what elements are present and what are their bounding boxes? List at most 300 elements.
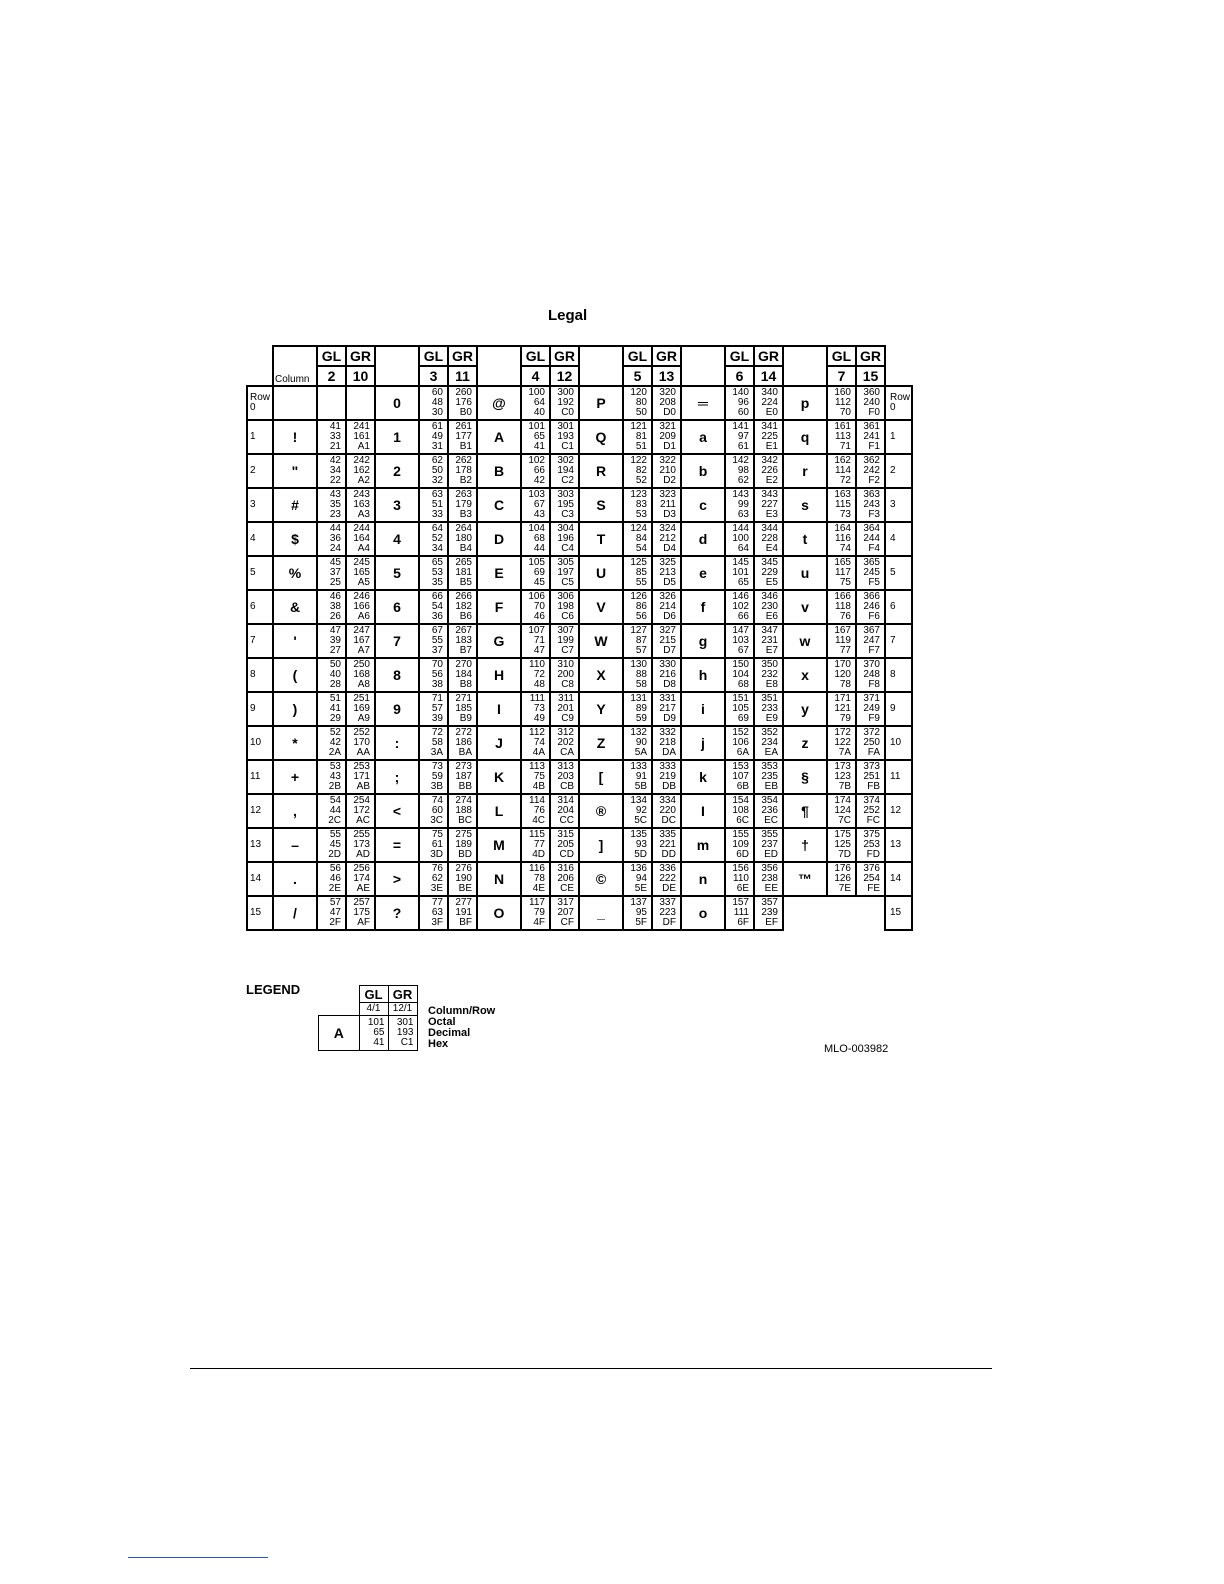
gl-code-values: [521, 590, 550, 624]
gr-hex: C1: [561, 441, 574, 452]
gr-code-values: [448, 556, 477, 590]
gl-octal: 156: [732, 863, 749, 874]
gr-octal: 312: [557, 727, 574, 738]
gr-octal: 245: [353, 557, 370, 568]
gr-decimal: 167: [353, 635, 370, 646]
gr-decimal: 164: [353, 533, 370, 544]
character-glyph: /: [273, 896, 317, 930]
gl-hex: 4E: [532, 883, 545, 894]
gr-hex: D1: [663, 441, 676, 452]
gl-column-number: 4: [521, 366, 550, 386]
gr-octal: 325: [659, 557, 676, 568]
gl-code-values: [827, 692, 856, 726]
gl-decimal: 123: [834, 771, 851, 782]
gl-hex: 5D: [634, 849, 647, 860]
gr-decimal: 181: [455, 567, 472, 578]
gl-code-values: [419, 420, 448, 454]
gr-code-values: [652, 896, 681, 930]
gr-decimal: 215: [659, 635, 676, 646]
gl-hex: 45: [533, 577, 545, 588]
gr-code-values: [856, 624, 885, 658]
gr-code-values: [754, 488, 783, 522]
gl-decimal: 98: [737, 465, 749, 476]
table-row: [247, 896, 912, 930]
character-glyph: z: [783, 726, 827, 760]
gr-decimal: 216: [659, 669, 676, 680]
gr-octal: 255: [353, 829, 370, 840]
gl-decimal: 49: [431, 431, 443, 442]
gr-code-values: [550, 556, 579, 590]
legend-gr-hex: C1: [400, 1037, 414, 1048]
gl-hex: 2C: [328, 815, 341, 826]
legend-label-decimal: Decimal: [428, 1027, 471, 1039]
gl-hex: 56: [635, 611, 647, 622]
gl-hex: 6D: [736, 849, 749, 860]
gr-code-values: [346, 454, 375, 488]
gl-decimal: 95: [635, 907, 647, 918]
gr-octal: 307: [557, 625, 574, 636]
gl-decimal: 70: [533, 601, 545, 612]
row-label-left: 9: [247, 692, 273, 726]
character-glyph: ¶: [783, 794, 827, 828]
glyph-header-blank: [375, 366, 419, 386]
gl-octal: 172: [834, 727, 851, 738]
gl-decimal: 34: [329, 465, 341, 476]
row-label-left: 15: [247, 896, 273, 930]
gl-hex: 7C: [838, 815, 851, 826]
gr-code-values: [550, 420, 579, 454]
gl-code-values: [317, 488, 346, 522]
gr-code-values: [856, 658, 885, 692]
gl-decimal: 74: [533, 737, 545, 748]
gl-octal: 167: [834, 625, 851, 636]
gr-decimal: 213: [659, 567, 676, 578]
character-glyph: i: [681, 692, 725, 726]
gl-decimal: 106: [732, 737, 749, 748]
gr-decimal: 236: [761, 805, 778, 816]
gr-hex: BA: [458, 747, 472, 758]
gr-octal: 271: [455, 693, 472, 704]
gr-decimal: 243: [863, 499, 880, 510]
gr-label: GR: [754, 346, 783, 366]
gl-octal: 55: [329, 829, 341, 840]
gl-hex: 3C: [430, 815, 443, 826]
gl-code-values: [521, 862, 550, 896]
gl-hex: 71: [839, 441, 851, 452]
gl-code-values: [827, 454, 856, 488]
gl-decimal: 53: [431, 567, 443, 578]
gr-octal: 262: [455, 455, 472, 466]
character-glyph: a: [681, 420, 725, 454]
gr-hex: AE: [356, 883, 370, 894]
gl-hex: 64: [737, 543, 749, 554]
gl-decimal: 97: [737, 431, 749, 442]
gl-hex: 74: [839, 543, 851, 554]
gl-hex: 4C: [532, 815, 545, 826]
gr-hex: DF: [662, 917, 676, 928]
legend-label-octal: Octal: [428, 1016, 456, 1028]
gl-octal: 64: [431, 523, 443, 534]
gl-code-values: [623, 556, 652, 590]
gl-label: GL: [725, 346, 754, 366]
gr-octal: 371: [863, 693, 880, 704]
legend-glyph: A: [319, 1016, 360, 1051]
gr-code-values: [652, 522, 681, 556]
gr-column-number: 13: [652, 366, 681, 386]
gl-hex: 69: [737, 713, 749, 724]
gl-octal: 121: [630, 421, 647, 432]
row-label-left: 3: [247, 488, 273, 522]
gr-decimal: 169: [353, 703, 370, 714]
glyph-header-blank: [477, 346, 521, 366]
character-glyph: n: [681, 862, 725, 896]
gr-hex: C6: [561, 611, 574, 622]
character-glyph: h: [681, 658, 725, 692]
character-glyph: t: [783, 522, 827, 556]
gl-octal: 43: [329, 489, 341, 500]
glyph-header-blank: [273, 346, 317, 366]
gr-decimal: 192: [557, 397, 574, 408]
gl-hex: 7E: [838, 883, 851, 894]
gl-decimal: 121: [834, 703, 851, 714]
gl-hex: 44: [533, 543, 545, 554]
gl-code-values: [419, 896, 448, 930]
gl-code-values: [521, 624, 550, 658]
gl-octal: 50: [329, 659, 341, 670]
gl-hex: 29: [329, 713, 341, 724]
gl-hex: 30: [431, 407, 443, 418]
gl-octal: 41: [329, 421, 341, 432]
gl-decimal: 122: [834, 737, 851, 748]
gl-code-values: [623, 658, 652, 692]
character-glyph: @: [477, 386, 521, 420]
gr-hex: FB: [867, 781, 880, 792]
page-rule: [190, 1368, 992, 1369]
character-glyph: F: [477, 590, 521, 624]
character-glyph: G: [477, 624, 521, 658]
gr-octal: 270: [455, 659, 472, 670]
gr-hex: EF: [765, 917, 778, 928]
gr-decimal: 206: [557, 873, 574, 884]
gr-decimal: 232: [761, 669, 778, 680]
gl-hex: 40: [533, 407, 545, 418]
gr-decimal: 186: [455, 737, 472, 748]
gl-octal: 130: [630, 659, 647, 670]
gr-code-values: [652, 454, 681, 488]
gr-decimal: 182: [455, 601, 472, 612]
character-glyph: (: [273, 658, 317, 692]
gl-code-values: [827, 522, 856, 556]
gr-decimal: 230: [761, 601, 778, 612]
character-glyph: ;: [375, 760, 419, 794]
gr-octal: 335: [659, 829, 676, 840]
figure-id: MLO-003982: [824, 1043, 889, 1055]
gr-code-values: [754, 896, 783, 930]
gl-octal: 144: [732, 523, 749, 534]
gl-hex: 36: [431, 611, 443, 622]
table-row: [247, 488, 912, 522]
gr-hex: D5: [663, 577, 676, 588]
gr-code-values: [652, 624, 681, 658]
gl-decimal: 81: [635, 431, 647, 442]
gr-code-values: [754, 386, 783, 420]
gr-code-values: [652, 692, 681, 726]
gr-octal: 256: [353, 863, 370, 874]
gr-octal: 253: [353, 761, 370, 772]
gr-decimal: 248: [863, 669, 880, 680]
gr-octal: 273: [455, 761, 472, 772]
gl-column-number: 3: [419, 366, 448, 386]
character-glyph: #: [273, 488, 317, 522]
character-glyph: A: [477, 420, 521, 454]
gl-column-number: 7: [827, 366, 856, 386]
character-glyph: &: [273, 590, 317, 624]
gl-decimal: 112: [835, 397, 851, 408]
glyph-header-blank: [375, 346, 419, 366]
gl-code-values: [827, 658, 856, 692]
row-label-right: 5: [885, 556, 912, 590]
gr-hex: E0: [765, 407, 778, 418]
gr-decimal: 189: [455, 839, 472, 850]
gl-hex: 75: [839, 577, 851, 588]
gr-octal: 254: [353, 795, 370, 806]
gl-decimal: 37: [329, 567, 341, 578]
gr-octal: 275: [455, 829, 472, 840]
gr-decimal: 194: [557, 465, 574, 476]
gl-octal: 136: [630, 863, 647, 874]
gr-code-values: [346, 386, 375, 420]
gr-octal: 332: [659, 727, 676, 738]
gl-octal: 146: [732, 591, 749, 602]
gr-hex: B4: [459, 543, 472, 554]
gr-octal: 310: [557, 659, 574, 670]
gr-code-values: [856, 794, 885, 828]
gr-hex: F5: [868, 577, 880, 588]
gl-octal: 54: [329, 795, 341, 806]
gr-code-values: [754, 590, 783, 624]
character-glyph: %: [273, 556, 317, 590]
gl-hex: 7D: [838, 849, 851, 860]
gr-hex: EB: [764, 781, 778, 792]
gr-hex: EC: [764, 815, 778, 826]
character-glyph: V: [579, 590, 623, 624]
gl-decimal: 78: [533, 873, 545, 884]
gr-hex: CB: [560, 781, 574, 792]
gl-column-number: 6: [725, 366, 754, 386]
footer-link-underline[interactable]: [128, 1557, 268, 1558]
gr-code-values: [346, 726, 375, 760]
gl-octal: 107: [528, 625, 545, 636]
gl-octal: 103: [528, 489, 545, 500]
gr-hex: B2: [459, 475, 472, 486]
character-glyph: k: [681, 760, 725, 794]
gl-octal: 150: [732, 659, 749, 670]
gr-decimal: 179: [455, 499, 472, 510]
gl-octal: 62: [431, 455, 443, 466]
gl-decimal: 119: [835, 635, 851, 646]
row-label-left: 6: [247, 590, 273, 624]
gr-hex: A5: [357, 577, 370, 588]
gl-code-values: [827, 896, 856, 930]
gr-decimal: 252: [863, 805, 880, 816]
gl-code-values: [419, 386, 448, 420]
gr-decimal: [856, 909, 880, 919]
gl-octal: 57: [329, 897, 341, 908]
gl-hex: 51: [635, 441, 647, 452]
gr-octal: 352: [761, 727, 778, 738]
gl-code-values: [419, 624, 448, 658]
gl-code-values: [623, 692, 652, 726]
gl-decimal: 105: [732, 703, 749, 714]
gr-hex: A1: [357, 441, 370, 452]
character-glyph: ': [273, 624, 317, 658]
gl-decimal: 52: [431, 533, 443, 544]
character-glyph: 6: [375, 590, 419, 624]
gr-decimal: 225: [761, 431, 778, 442]
gl-code-values: [419, 556, 448, 590]
gl-code-values: [521, 556, 550, 590]
gr-hex: A3: [357, 509, 370, 520]
gl-code-values: [725, 794, 754, 828]
gr-code-values: [550, 760, 579, 794]
gl-code-values: [725, 488, 754, 522]
gl-code-values: [827, 624, 856, 658]
glyph-header-blank: [579, 366, 623, 386]
gl-decimal: 91: [635, 771, 647, 782]
gr-hex: C9: [561, 713, 574, 724]
gr-column-number: 12: [550, 366, 579, 386]
gl-octal: 115: [529, 829, 545, 840]
gr-code-values: [448, 726, 477, 760]
gr-decimal: 174: [353, 873, 370, 884]
gl-decimal: 116: [835, 533, 851, 544]
gl-decimal: 33: [329, 431, 341, 442]
gr-code-values: [754, 862, 783, 896]
gr-decimal: 219: [659, 771, 676, 782]
table-row: [247, 760, 912, 794]
row-label-left: 1: [247, 420, 273, 454]
gr-octal: 243: [353, 489, 370, 500]
row-label-right: 1: [885, 420, 912, 454]
gr-decimal: 246: [863, 601, 880, 612]
gl-decimal: 96: [737, 397, 749, 408]
gl-code-values: [623, 454, 652, 488]
gr-code-values: [550, 624, 579, 658]
gr-code-values: [550, 794, 579, 828]
gr-code-values: [652, 658, 681, 692]
row-label-left: 12: [247, 794, 273, 828]
gr-octal: 342: [761, 455, 778, 466]
gr-hex: ED: [764, 849, 778, 860]
table-row: [247, 454, 912, 488]
gr-decimal: 166: [353, 601, 370, 612]
gr-hex: B1: [459, 441, 472, 452]
character-glyph: >: [375, 862, 419, 896]
gl-octal: 140: [732, 387, 749, 398]
gr-code-values: [448, 658, 477, 692]
gl-decimal: 39: [329, 635, 341, 646]
gl-code-values: [317, 794, 346, 828]
gl-octal: 75: [431, 829, 443, 840]
gl-code-values: [827, 828, 856, 862]
gr-decimal: 172: [353, 805, 370, 816]
gl-hex: 7A: [838, 747, 851, 758]
gr-octal: 263: [455, 489, 472, 500]
gr-code-values: [652, 862, 681, 896]
table-row: [247, 828, 912, 862]
character-glyph: .: [273, 862, 317, 896]
character-glyph: E: [477, 556, 521, 590]
legend-labels: [428, 1006, 495, 1050]
gl-code-values: [827, 590, 856, 624]
gr-hex: DB: [662, 781, 676, 792]
gl-hex: 41: [533, 441, 545, 452]
gr-hex: F3: [868, 509, 880, 520]
gr-decimal: 218: [659, 737, 676, 748]
gl-hex: 2D: [328, 849, 341, 860]
gl-hex: 34: [431, 543, 443, 554]
gr-hex: E5: [765, 577, 778, 588]
legend-gr-octal: 301: [396, 1017, 414, 1028]
gr-octal: 324: [659, 523, 676, 534]
gr-label: GR: [448, 346, 477, 366]
gr-hex: C2: [561, 475, 574, 486]
character-glyph: Z: [579, 726, 623, 760]
gl-octal: 122: [630, 455, 647, 466]
gr-decimal: 223: [659, 907, 676, 918]
gr-hex: F4: [868, 543, 880, 554]
gr-decimal: 222: [659, 873, 676, 884]
gr-label: GR: [856, 346, 885, 366]
gl-code-values: [725, 658, 754, 692]
gr-decimal: 187: [455, 771, 472, 782]
gr-decimal: 165: [353, 567, 370, 578]
gl-octal: 56: [329, 863, 341, 874]
gl-hex: 65: [737, 577, 749, 588]
table-row: [247, 420, 912, 454]
character-glyph: s: [783, 488, 827, 522]
gl-decimal: 86: [635, 601, 647, 612]
gr-column-number: 10: [346, 366, 375, 386]
gr-decimal: 212: [659, 533, 676, 544]
gl-octal: 44: [329, 523, 341, 534]
gr-octal: 304: [557, 523, 574, 534]
gr-code-values: [754, 420, 783, 454]
character-glyph: :: [375, 726, 419, 760]
gr-hex: CF: [560, 917, 574, 928]
gl-decimal: 71: [533, 635, 545, 646]
gr-decimal: 193: [557, 431, 574, 442]
gr-decimal: 202: [557, 737, 574, 748]
gr-hex: E2: [765, 475, 778, 486]
character-glyph: X: [579, 658, 623, 692]
gr-code-values: [346, 794, 375, 828]
gr-decimal: 234: [761, 737, 778, 748]
gr-decimal: 221: [659, 839, 676, 850]
gr-hex: E7: [765, 645, 778, 656]
gr-octal: 340: [761, 387, 778, 398]
gr-code-values: [448, 624, 477, 658]
gl-octal: 132: [630, 727, 647, 738]
gl-decimal: 85: [635, 567, 647, 578]
gl-decimal: 77: [533, 839, 545, 850]
gr-octal: 247: [353, 625, 370, 636]
gr-octal: 241: [353, 421, 370, 432]
gr-decimal: 180: [455, 533, 472, 544]
gr-decimal: 203: [557, 771, 574, 782]
gr-decimal: 245: [863, 567, 880, 578]
gr-code-values: [448, 794, 477, 828]
